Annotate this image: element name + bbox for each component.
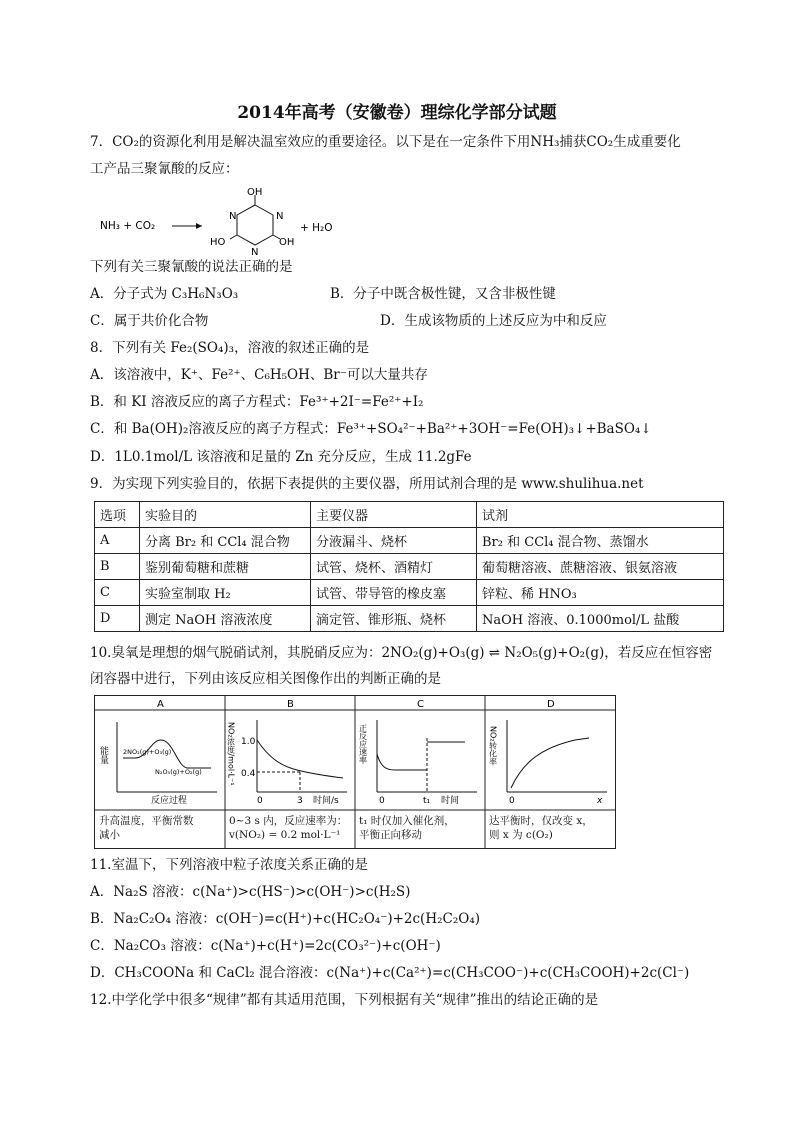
table-cell: 分液漏斗、烧杯: [311, 528, 477, 554]
panel-b-caption1: 0~3 s 内，反应速率为：: [229, 815, 348, 827]
oh-top: OH: [247, 187, 263, 198]
cyanuric-acid-structure: [230, 195, 280, 245]
table-cell: C: [95, 580, 140, 606]
q7-reaction-diagram: [90, 183, 350, 258]
panel-a-label: A: [157, 699, 164, 710]
q7-option-b: B．分子中既含极性键，又含非极性键: [330, 286, 556, 302]
table-cell: 测定 NaOH 溶液浓度: [140, 606, 311, 632]
reaction-reactants: NH₃ + CO₂: [100, 220, 156, 232]
q8-option-b: B．和 KI 溶液反应的离子方程式：Fe³⁺+2I⁻=Fe²⁺+I₂: [90, 394, 424, 410]
table-cell: 滴定管、锥形瓶、烧杯: [311, 606, 477, 632]
table-cell: Br₂ 和 CCl₄ 混合物、蒸馏水: [477, 528, 724, 554]
table-row: [95, 606, 724, 632]
table-cell: B: [95, 554, 140, 580]
q9-stem: 9．为实现下列实验目的，依据下表提供的主要仪器，所用试剂合理的是 www.shulihua.net: [90, 476, 644, 492]
panel-a-graph: [117, 722, 217, 792]
q10-graphs: [94, 695, 616, 849]
panel-d-x0: 0: [509, 796, 515, 806]
q11-option-c: C．Na₂CO₃ 溶液：c(Na⁺)+c(H⁺)=2c(CO₃²⁻)+c(OH⁻): [90, 938, 441, 954]
panel-b-y1: 1.0: [241, 737, 256, 747]
table-row: [95, 580, 724, 606]
panel-d-label: D: [547, 699, 555, 710]
q9-table: [94, 501, 724, 632]
q7-stem-line2: 工产品三聚氰酸的反应：: [90, 161, 239, 177]
panel-d-xlabel: x: [597, 796, 603, 806]
q10-stem-line2: 闭容器中进行，下列由该反应相关图像作出的判断正确的是: [90, 671, 441, 687]
table-cell: 试管、烧杯、酒精灯: [311, 554, 477, 580]
panel-c-label: C: [417, 699, 424, 710]
table-cell: 鉴别葡萄糖和蔗糖: [140, 554, 311, 580]
q8-option-c: C．和 Ba(OH)₂溶液反应的离子方程式：Fe³⁺+SO₄²⁻+Ba²⁺+3OH⁻=Fe(OH)₃↓+BaSO₄↓: [90, 421, 652, 437]
panel-b-label: B: [287, 699, 294, 710]
panel-b-xlabel: 时间/s: [313, 796, 339, 806]
q7-stem-line1: 7．CO₂的资源化利用是解决温室效应的重要途径。以下是在一定条件下用NH₃捕获CO₂生成重要化: [90, 134, 681, 150]
q10-stem-line1: 10.臭氧是理想的烟气脱硝试剂，其脱硝反应为：2NO₂(g)+O₃(g) ⇌ N₂O₅(g)+O₂(g)，若反应在恒容密: [90, 645, 713, 661]
table-cell: 锌粒、稀 HNO₃: [477, 580, 724, 606]
header-cell: 实验目的: [140, 502, 311, 528]
panel-a-products: N₂O₅(g)+O₂(g): [155, 768, 202, 776]
q8-stem: 8．下列有关 Fe₂(SO₄)₃，溶液的叙述正确的是: [90, 340, 370, 356]
panel-b-caption2: v(NO₂) = 0.2 mol·L⁻¹: [229, 829, 341, 841]
table-cell: 葡萄糖溶液、蔗糖溶液、银氨溶液: [477, 554, 724, 580]
q8-option-d: D．1L0.1mol/L 该溶液和足量的 Zn 充分反应，生成 11.2gFe: [90, 449, 472, 465]
panel-c-xt: t₁: [423, 796, 431, 806]
q7-option-a: A．分子式为 C₃H₆N₃O₃: [90, 286, 239, 302]
panel-a-reactants: 2NO₂(g)+O₃(g): [123, 748, 172, 756]
table-header-row: [95, 502, 724, 528]
table-cell: 实验室制取 H₂: [140, 580, 311, 606]
q12-stem: 12.中学化学中很多“规律”都有其适用范围，下列根据有关“规律”推出的结论正确的是: [90, 992, 599, 1008]
table-row: [95, 528, 724, 554]
n-bottom: N: [251, 247, 259, 258]
q7-question: 下列有关三聚氰酸的说法正确的是: [90, 259, 293, 275]
table-cell: A: [95, 528, 140, 554]
header-cell: 试剂: [477, 502, 724, 528]
panel-a-caption2: 减小: [99, 829, 120, 841]
header-cell: 主要仪器: [311, 502, 477, 528]
panel-d-graph: [507, 720, 607, 792]
q11-option-a: A．Na₂S 溶液：c(Na⁺)>c(HS⁻)>c(OH⁻)>c(H₂S): [90, 884, 411, 900]
ho-left: HO: [210, 237, 226, 248]
panel-a-caption1: 升高温度，平衡常数: [99, 815, 194, 827]
q11-option-d: D．CH₃COONa 和 CaCl₂ 混合溶液：c(Na⁺)+c(Ca²⁺)=c(CH₃COO⁻)+c(CH₃COOH)+2c(Cl⁻): [90, 965, 690, 981]
panel-d-caption2: 则 x 为 c(O₂): [489, 829, 553, 841]
panel-c-x0: 0: [379, 796, 385, 806]
table-cell: 分离 Br₂ 和 CCl₄ 混合物: [140, 528, 311, 554]
panel-b-x3: 3: [297, 796, 303, 806]
header-cell: 选项: [95, 502, 140, 528]
page-title: 2014年高考（安徽卷）理综化学部分试题: [237, 103, 557, 123]
panel-c-graph: [377, 720, 477, 792]
q8-option-a: A．该溶液中，K⁺、Fe²⁺、C₆H₅OH、Br⁻可以大量共存: [90, 367, 428, 383]
panel-c-xlabel: 时间: [441, 796, 460, 806]
q11-option-b: B．Na₂C₂O₄ 溶液：c(OH⁻)=c(H⁺)+c(HC₂O₄⁻)+2c(H₂C₂O₄): [90, 911, 480, 927]
table-cell: 试管、带导管的橡皮塞: [311, 580, 477, 606]
panel-c-caption1: t₁ 时仅加入催化剂，: [359, 815, 455, 827]
q7-option-c: C．属于共价化合物: [90, 313, 209, 329]
panel-c-ylabel: 正反应速率: [358, 724, 368, 764]
panel-d-ylabel: NO₂转化率: [488, 726, 498, 766]
panel-a-xlabel: 反应过程: [151, 796, 188, 806]
table-cell: NaOH 溶液、0.1000mol/L 盐酸: [477, 606, 724, 632]
q7-option-d: D．生成该物质的上述反应为中和反应: [380, 313, 607, 329]
reaction-water: + H₂O: [300, 222, 333, 234]
panel-d-caption1: 达平衡时，仅改变 x，: [489, 815, 593, 827]
panel-a-ylabel: 能量: [98, 746, 108, 764]
n-right: N: [276, 211, 284, 222]
table-cell: D: [95, 606, 140, 632]
panel-c-caption2: 平衡正向移动: [359, 829, 422, 841]
n-left: N: [229, 211, 237, 222]
oh-right: OH: [279, 237, 295, 248]
panel-b-y2: 0.4: [241, 769, 256, 779]
q11-stem: 11.室温下，下列溶液中粒子浓度关系正确的是: [90, 857, 368, 873]
panel-b-graph: [257, 720, 347, 792]
panel-b-x0: 0: [257, 796, 263, 806]
table-row: [95, 554, 724, 580]
panel-b-ylabel: NO₂浓度/mol·L⁻¹: [226, 722, 236, 786]
